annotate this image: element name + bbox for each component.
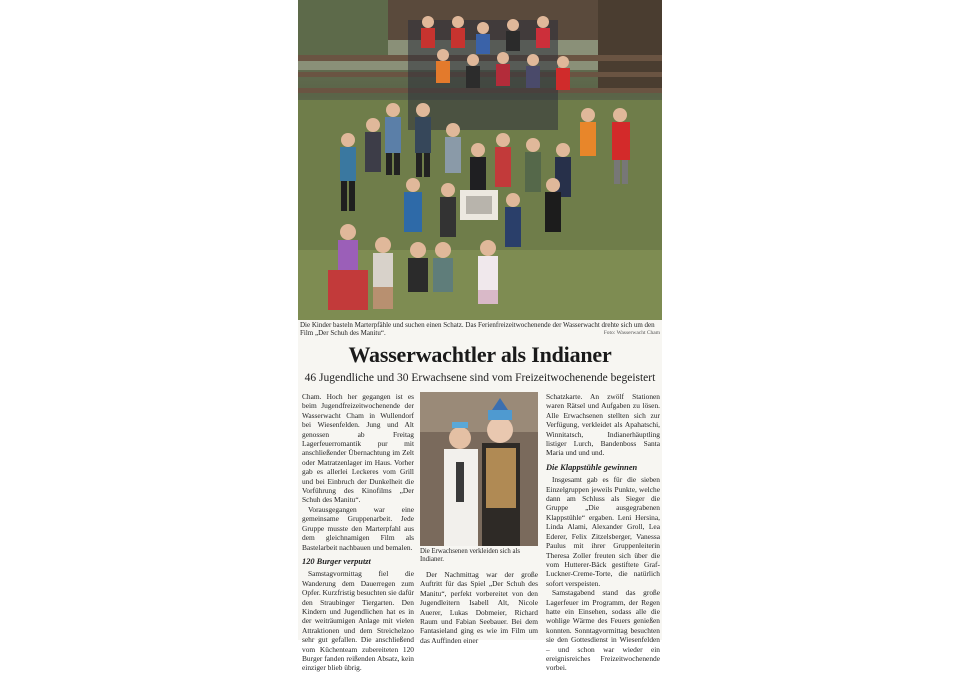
article-column-1 (302, 392, 414, 673)
col3-paragraph-1: Schatzkarte. An zwölf Stationen waren Rätsel und Aufgaben zu lösen. Alle Erwachsenen stellten sich zur Verfügung, verkleidet als Apahatschi, Winnitatsch, Indianerhäuptling listiger Lurch, Bandenboss Santa Maria und und und. (546, 392, 660, 458)
col3-paragraph-3: Samstagabend stand das große Lagerfeuer im Programm, der Regen hatte ein Einsehen, sodass alle die wohlige Wärme des Feuers genießen konnten. Sonntagvormittag besuchten sie den Gottesdienst in Wiesenfelden – und schon war wieder ein ereignisreiches Freizeitwochenende vorbei. (546, 588, 660, 673)
adults-costume-illustration (420, 392, 538, 546)
caption-text: Die Kinder basteln Marterpfähle und suchen einen Schatz. Das Ferienfreizeitwochenende der Wasserwacht drehte sich um den Film „Der Schuh des Manitu“. (300, 321, 655, 337)
article-column-3 (546, 392, 660, 673)
col3-paragraph-2: Insgesamt gab es für die sieben Einzelgruppen jeweils Punkte, welche dann am Schluss als Sieger die Gruppe „Die ausgegrabenen Klappstühle“ ergaben. Leni Hersina, Linda Alami, Alexander Groll, Lea Ederer, Felix Zitzelsberger, Vanessa Paulus mit ihrer Gruppenleiterin Theresa Zoller freuten sich über die vom Hutterer-Bäck gestiftete Graf-Luckner-Creme-Torte, die natürlich sofort verspeisten. (546, 475, 660, 588)
photo-credit: Foto: Wasserwacht Cham (603, 330, 660, 336)
col2-paragraph-1: Der Nachmittag war der große Auftritt für das Spiel „Der Schuh des Manitu“, perfekt vorbereitet von den Jugendleitern Isabell Alt, Nicole Auerer, Lukas Dobmeier, Richard Raum und Fabian Seebauer. Bei dem Fantasieland ging es wie im Film um das Auffinden einer (420, 570, 538, 645)
col1-subheading: 120 Burger verputzt (302, 556, 371, 566)
adults-costume-photo (420, 392, 538, 546)
photo-caption (298, 321, 662, 337)
col1-paragraph-3: Samstagvormittag fiel die Wanderung dem Dauerregen zum Opfer. Kurzfristig besuchten sie dafür den Straubinger Tiergarten. Den Kindern und Jugendlichen hat es in der weiträumigen Anlage mit vielen Attraktionen und dem Streichelzoo sehr gut gefallen. Die anschließend vom Küchenteam zubereiteten 120 Burger fanden reißenden Absatz, kein einziger blieb übrig. (302, 569, 414, 673)
article-subheadline: 46 Jugendliche und 30 Erwachsene sind vom Freizeitwochenende begeistert (304, 372, 656, 384)
newspaper-clipping (298, 0, 662, 673)
group-photo-illustration (298, 0, 662, 320)
article-column-2 (420, 392, 538, 645)
col3-subheading: Die Klappstühle gewinnen (546, 462, 638, 472)
col1-paragraph-2: Vorausgegangen war eine gemeinsame Gruppenarbeit. Jede Gruppe musste den Marterpfahl aus dem gleichnamigen Film als Bastelarbeit nachbauen und bemalen. (302, 504, 414, 552)
article-headline: Wasserwachtler als Indianer (348, 342, 612, 367)
adults-photo-caption: Die Erwachsenen verkleiden sich als Indianer. (420, 548, 521, 563)
group-photo (298, 0, 662, 320)
col1-paragraph-1: Cham. Hoch her gegangen ist es beim Jugendfreizeitwochenende der Wasserwacht Cham in Wullendorf bei Wiesenfelden. Jung und Alt genossen ab Freitag Lagerfeuerromantik pur mit anschließender Übernachtung im Zelt oder Matratzenlager im Haus. Vorher gab es allerlei Leckeres vom Grill und bei Einbruch der Dunkelheit die Vorführung des Kinofilms „Der Schuh des Manitu“. (302, 392, 414, 505)
